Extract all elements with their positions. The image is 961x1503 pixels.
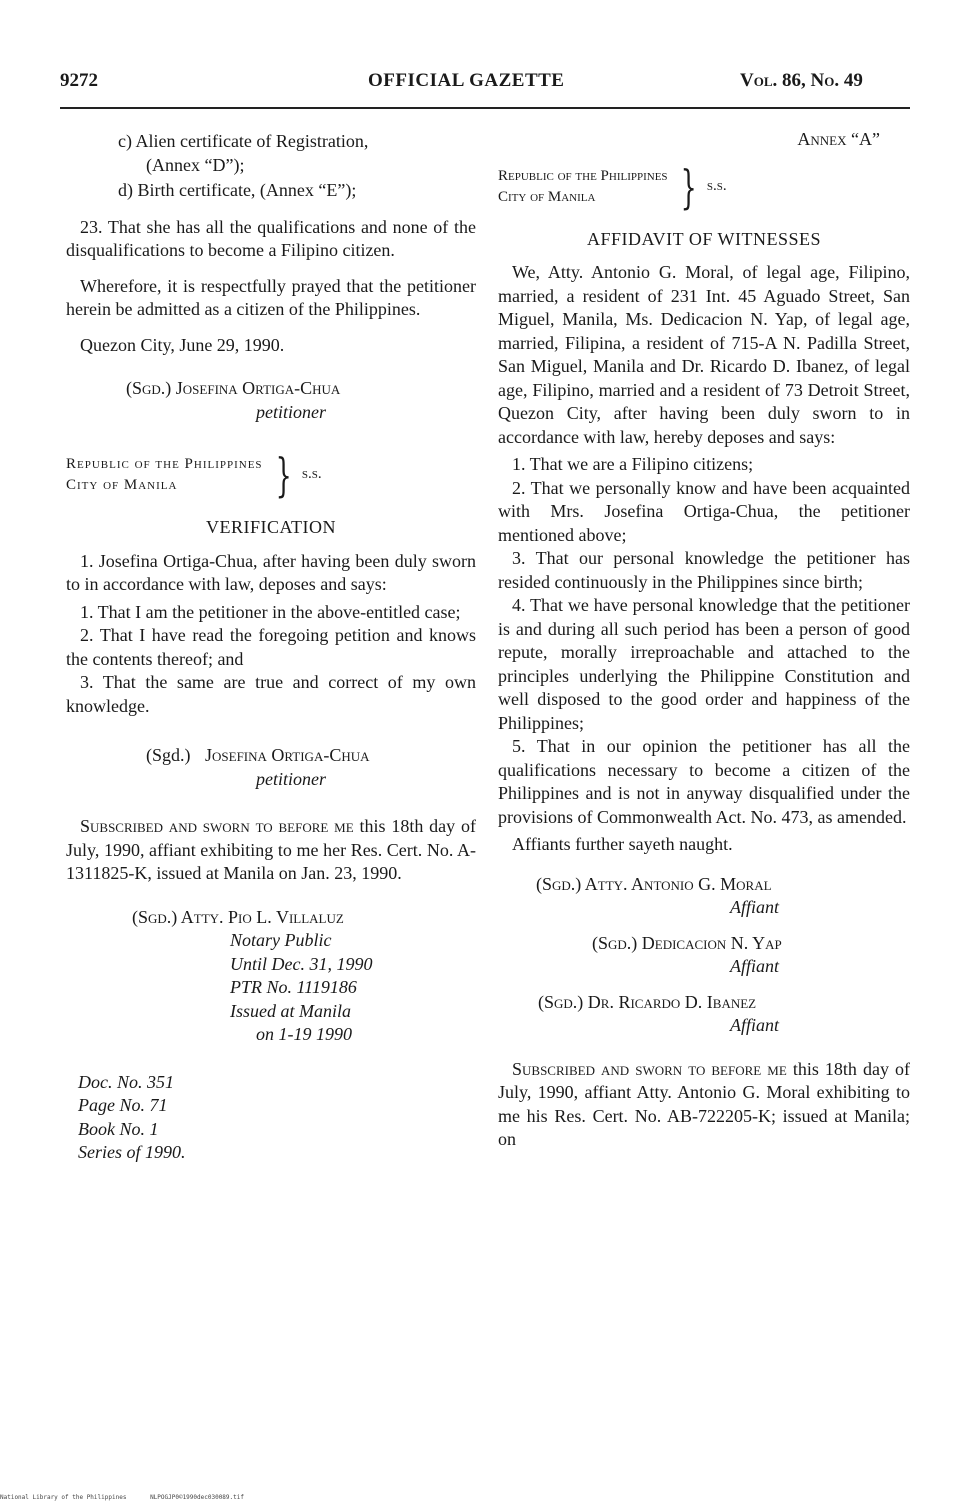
verification-item-3: 3. That the same are true and correct of my own knowledge.	[66, 672, 476, 716]
affiant-1-role: Affiant	[730, 897, 779, 917]
affiant-2-role: Affiant	[730, 956, 779, 976]
notary-line: on 1-19 1990	[256, 1024, 352, 1044]
notary-line: Issued at Manila	[230, 1000, 351, 1021]
verification-signature	[66, 744, 476, 768]
jurat-left-head: Subscribed and sworn to before me	[80, 816, 354, 836]
annex-item-d: d) Birth certificate, (Annex “E”);	[118, 180, 357, 200]
jurat-left	[66, 815, 476, 886]
verification-item-2: 2. That I have read the foregoing petition and knows the contents thereof; and	[66, 625, 476, 669]
verification-intro: 1. Josefina Ortiga-Chua, after having been duly sworn to in accordance with law, deposes and says:	[66, 550, 476, 594]
right-venue-city: City of Manila	[498, 188, 596, 205]
verification-signer-role: petitioner	[256, 768, 326, 789]
right-venue-block	[498, 159, 910, 214]
affidavit-intro: We, Atty. Antonio G. Moral, of legal age, Filipino, married, a resident of 231 Int. 45 Aguado Street, San Miguel, Manila, Ms. Dedicacion N. Yap, of legal age, married, Filipina, a resident of 715-A N. Padilla Street, San Miguel, Manila and Dr. Ricardo D. Ibanez, of legal age, Filipino, married and a resident of 73 Detroit Street, Quezon City, after having been duly sworn to in accordance with law, hereby deposes and says:	[498, 262, 910, 447]
annex-item-c: c) Alien certificate of Registration,	[118, 131, 369, 151]
affidavit-title: AFFIDAVIT OF WITNESSES	[586, 228, 822, 249]
doc-line: Book No. 1	[78, 1118, 159, 1139]
jurat-right-text: this 18th day of July, 1990, affiant Atty. Antonio G. Moral exhibiting to me his Res. Cert. No. AB-722205-K; issued at Manila; on	[498, 1058, 910, 1149]
affiant-2-signature: (Sgd.) Dedicacion N. Yap	[592, 932, 782, 953]
gazette-title: OFFICIAL GAZETTE	[368, 70, 565, 91]
jurat-left-text: this 18th day of July, 1990, affiant exhibiting to me her Res. Cert. No. A-1311825-K, issued at Manila on Jan. 23, 1990.	[66, 816, 476, 883]
affiant-3-role: Affiant	[730, 1015, 779, 1035]
annex-label: Annex “A”	[797, 129, 880, 149]
right-venue-ss: s.s.	[706, 177, 727, 194]
doc-line: Series of 1990.	[78, 1142, 186, 1162]
annex-item-c-cont: (Annex “D”);	[146, 154, 245, 175]
verification-item-1: 1. That I am the petitioner in the above-entitled case;	[80, 601, 461, 622]
affiant-3-signature: (Sgd.) Dr. Ricardo D. Ibanez	[538, 991, 757, 1012]
notary-details	[66, 929, 476, 1047]
venue-ss: s.s.	[301, 466, 322, 483]
document-reference	[66, 1071, 476, 1165]
petition-signature: (Sgd.) Josefina Ortiga-Chua	[126, 378, 341, 398]
paragraph-23: 23. That she has all the qualifications and none of the disqualifications to become a Filipino citizen.	[66, 216, 476, 260]
notary-signature: (Sgd.) Atty. Pio L. Villaluz	[132, 906, 344, 927]
venue-republic: Republic of the Philippines	[66, 456, 263, 472]
affidavit-closing: Affiants further sayeth naught.	[512, 834, 733, 854]
scan-footer	[0, 1494, 244, 1501]
footer-file: NLPOGJP0©1990dec030089.tif	[150, 1494, 244, 1501]
affidavit-item-5: 5. That in our opinion the petitioner has all the qualifications necessary to become a citizen of the Philippines and is not in anyway disqualified under the provisions of Commonwealth Act. No. 473, as amended.	[498, 736, 910, 827]
notary-line: Notary Public	[230, 930, 332, 950]
brace-glyph: }	[275, 448, 292, 502]
right-column	[498, 128, 910, 1152]
notary-line: Until Dec. 31, 1990	[230, 953, 373, 974]
petition-signature-role: petitioner	[256, 401, 326, 422]
place-date: Quezon City, June 29, 1990.	[80, 334, 285, 355]
header-rule	[60, 107, 910, 109]
right-brace-glyph: }	[680, 159, 697, 214]
doc-line: Doc. No. 351	[78, 1071, 174, 1092]
right-venue-republic: Republic of the Philippines	[498, 167, 668, 184]
wherefore-paragraph: Wherefore, it is respectfully prayed that the petitioner herein be admitted as a citizen of the Philippines.	[66, 275, 476, 319]
affidavit-item-2: 2. That we personally know and have been acquainted with Mrs. Josefina Ortiga-Chua, the petitioner mentioned above;	[498, 477, 910, 545]
affidavit-item-1: 1. That we are a Filipino citizens;	[512, 454, 754, 474]
affidavit-item-4: 4. That we have personal knowledge that the petitioner is and during all such period has been a person of good repute, morally irreproachable and attached to the principles underlying the Philippine Constitution and well disposed to the good order and happiness of the Philippines;	[498, 595, 910, 733]
volume-number: Vol. 86, No. 49	[740, 70, 863, 91]
left-column	[66, 130, 476, 1165]
notary-line: PTR No. 1119186	[230, 977, 357, 997]
verification-sgd: (Sgd.)	[146, 745, 191, 765]
venue-block	[66, 448, 476, 502]
footer-library: National Library of the Philippines	[0, 1494, 127, 1501]
verification-signer: Josefina Ortiga-Chua	[205, 745, 370, 765]
affidavit-item-3: 3. That our personal knowledge the petitioner has resided continuously in the Philippines since birth;	[498, 548, 910, 592]
venue-city: City of Manila	[66, 477, 178, 493]
affiant-1-signature: (Sgd.) Atty. Antonio G. Moral	[536, 873, 772, 894]
jurat-right-head: Subscribed and sworn to before me	[512, 1058, 787, 1079]
doc-line: Page No. 71	[78, 1095, 168, 1115]
page-number: 9272	[60, 70, 98, 91]
verification-title: VERIFICATION	[206, 517, 336, 537]
jurat-right	[498, 1058, 910, 1152]
